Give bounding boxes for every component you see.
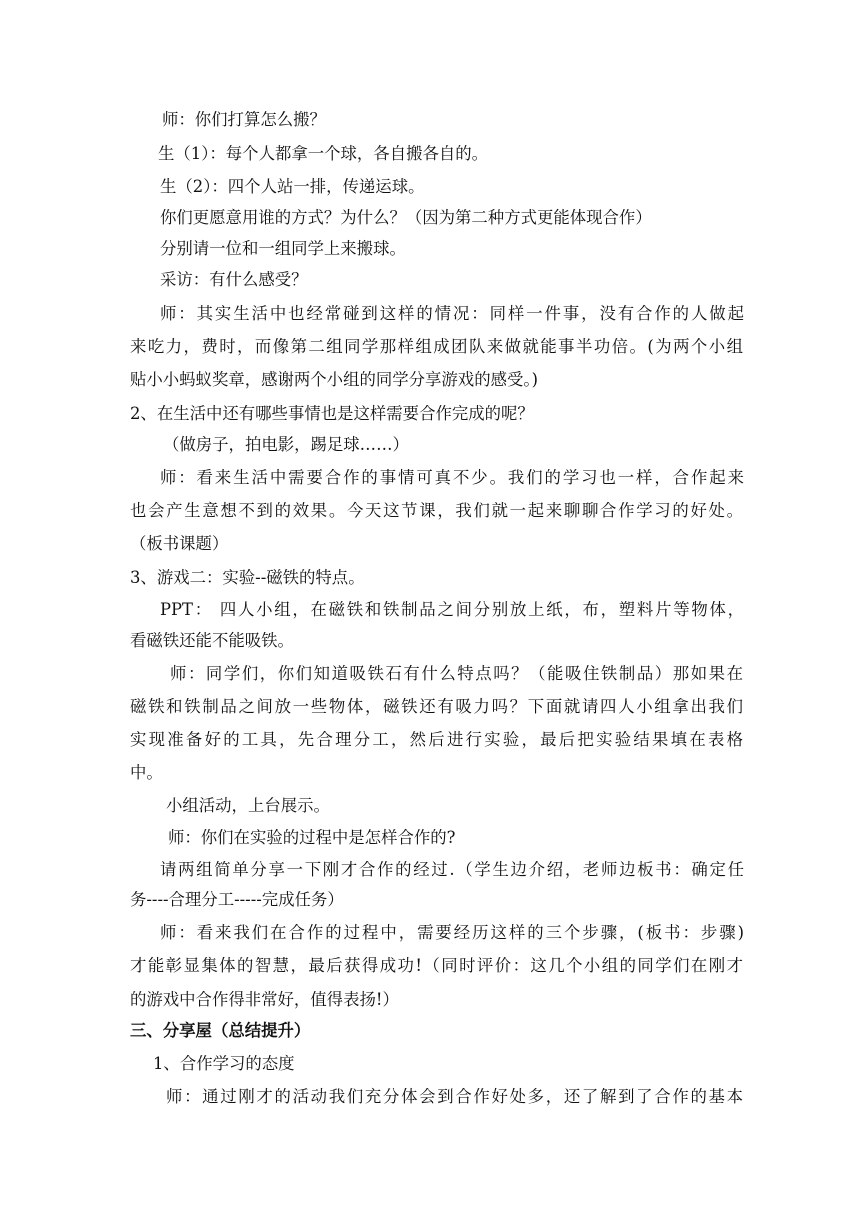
- text-line: 采访：有什么感受？: [160, 270, 308, 289]
- text-line: 的游戏中合作得非常好，值得表扬!）: [130, 990, 399, 1009]
- text-line: 师：其实生活中也经常碰到这样的情况：同样一件事，没有合作的人做起: [160, 304, 744, 323]
- text-line: 师：你们打算怎么搬？: [162, 110, 326, 129]
- section-heading: 2、在生活中还有哪些事情也是这样需要合作完成的呢？: [130, 404, 534, 423]
- text-line: 磁铁和铁制品之间放一些物体，磁铁还有吸力吗？下面就请四人小组拿出我们: [130, 697, 743, 716]
- section-heading: 3、游戏二：实验--磁铁的特点。: [130, 568, 365, 587]
- text-line: 小组活动，上台展示。: [166, 796, 330, 815]
- text-line: 分别请一位和一组同学上来搬球。: [160, 239, 406, 258]
- text-line: 中。: [130, 763, 163, 782]
- text-line: 师：你们在实验的过程中是怎样合作的?: [168, 828, 456, 847]
- text-line: 贴小小蚂蚁奖章，感谢两个小组的同学分享游戏的感受。): [130, 370, 538, 389]
- text-line: 生（1）：每个人都拿一个球，各自搬各自的。: [158, 144, 489, 163]
- text-line: （做房子，拍电影，踢足球……）: [163, 435, 409, 454]
- section-heading: 三、分享屋（总结提升）: [130, 1021, 311, 1040]
- text-line: 看磁铁还能不能吸铁。: [130, 631, 294, 650]
- text-line: 实现准备好的工具，先合理分工，然后进行实验，最后把实验结果填在表格: [130, 730, 743, 749]
- text-line: 务----合理分工-----完成任务）: [130, 890, 344, 909]
- text-line: PPT： 四人小组，在磁铁和铁制品之间分别放上纸，布，塑料片等物体，: [160, 600, 744, 619]
- text-line: （板书课题）: [130, 534, 229, 553]
- text-line: 才能彰显集体的智慧，最后获得成功!（同时评价：这几个小组的同学们在刚才: [130, 956, 743, 975]
- text-line: 1、合作学习的态度: [153, 1054, 295, 1073]
- text-line: 也会产生意想不到的效果。今天这节课，我们就一起来聊聊合作学习的好处。: [130, 501, 743, 520]
- text-line: 来吃力，费时，而像第二组同学那样组成团队来做就能事半功倍。(为两个小组: [130, 337, 743, 356]
- text-line: 师：看来我们在合作的过程中，需要经历这样的三个步骤，(板书：步骤): [160, 923, 744, 942]
- text-line: 师：看来生活中需要合作的事情可真不少。我们的学习也一样，合作起来: [160, 468, 744, 487]
- text-line: 请两组简单分享一下刚才合作的经过.（学生边介绍，老师边板书：确定任: [160, 860, 744, 879]
- text-line: 生（2）：四个人站一排，传递运球。: [160, 177, 425, 196]
- text-line: 师：同学们，你们知道吸铁石有什么特点吗？（能吸住铁制品）那如果在: [170, 664, 743, 683]
- text-line: 你们更愿意用谁的方式？为什么？（因为第二种方式更能体现合作）: [160, 208, 652, 227]
- text-line: 师：通过刚才的活动我们充分体会到合作好处多，还了解到了合作的基本: [166, 1087, 743, 1106]
